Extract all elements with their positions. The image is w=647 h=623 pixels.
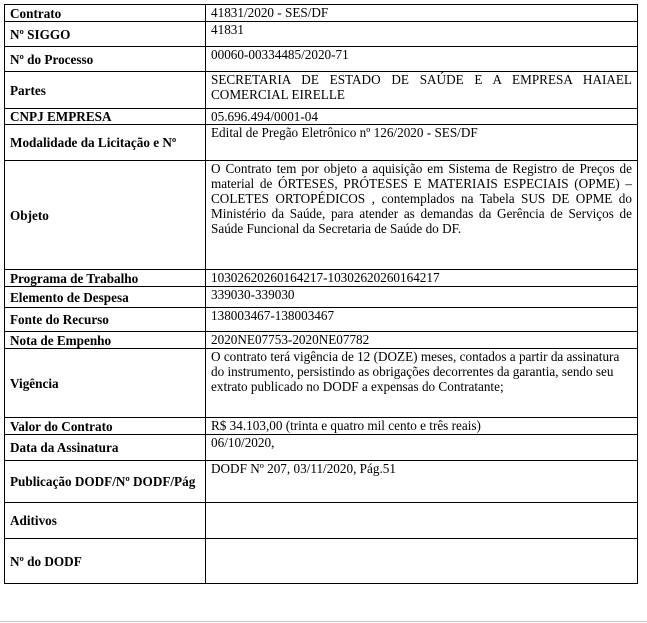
row-publicacao (5, 461, 638, 503)
value-aditivos (206, 503, 638, 539)
value-objeto: O Contrato tem por objeto a aquisição em Sistema de Registro de Preços de material de ÓRTESES, PRÓTESES E MATERIAIS ESPECIAIS (OPME) – COLETES ORTOPÉDICOS , contemplados na Tabela SUS DE OPME do Ministério da Saúde, para atender as demandas da Gerência de Serviços de Saúde Funcional da Secretaria de Saúde do DF. (206, 161, 638, 270)
label-aditivos: Aditivos (5, 503, 206, 539)
row-modalidade (5, 125, 638, 161)
label-publicacao: Publicação DODF/Nº DODF/Pág (5, 461, 206, 503)
value-processo: 00060-00334485/2020-71 (206, 47, 638, 72)
value-elemento: 339030-339030 (206, 287, 638, 308)
row-processo (5, 47, 638, 72)
contract-summary-table (4, 4, 638, 584)
value-programa: 10302620260164217-10302620260164217 (206, 270, 638, 287)
row-valor (5, 418, 638, 435)
label-objeto: Objeto (5, 161, 206, 270)
label-cnpj: CNPJ EMPRESA (5, 109, 206, 125)
value-contrato: 41831/2020 - SES/DF (206, 5, 638, 22)
page-bottom-divider (0, 621, 647, 622)
label-programa: Programa de Trabalho (5, 270, 206, 287)
value-cnpj: 05.696.494/0001-04 (206, 109, 638, 125)
row-data-assinatura (5, 435, 638, 461)
row-contrato (5, 5, 638, 22)
label-empenho: Nota de Empenho (5, 332, 206, 349)
row-elemento (5, 287, 638, 308)
label-elemento: Elemento de Despesa (5, 287, 206, 308)
value-publicacao: DODF Nº 207, 03/11/2020, Pág.51 (206, 461, 638, 503)
value-fonte: 138003467-138003467 (206, 308, 638, 332)
value-empenho: 2020NE07753-2020NE07782 (206, 332, 638, 349)
row-partes (5, 72, 638, 109)
label-processo: Nº do Processo (5, 47, 206, 72)
row-programa (5, 270, 638, 287)
label-dodf: Nº do DODF (5, 539, 206, 584)
label-contrato: Contrato (5, 5, 206, 22)
value-vigencia: O contrato terá vigência de 12 (DOZE) meses, contados a partir da assinatura do instrumento, persistindo as obrigações decorrentes da garantia, sendo seu extrato publicado no DODF a expensas do Contratante; (206, 349, 638, 418)
label-valor: Valor do Contrato (5, 418, 206, 435)
label-siggo: Nº SIGGO (5, 22, 206, 47)
row-objeto (5, 161, 638, 270)
row-fonte (5, 308, 638, 332)
value-dodf (206, 539, 638, 584)
row-cnpj (5, 109, 638, 125)
label-vigencia: Vigência (5, 349, 206, 418)
value-valor: R$ 34.103,00 (trinta e quatro mil cento e três reais) (206, 418, 638, 435)
label-partes: Partes (5, 72, 206, 109)
row-siggo (5, 22, 638, 47)
row-dodf (5, 539, 638, 584)
label-fonte: Fonte do Recurso (5, 308, 206, 332)
row-aditivos (5, 503, 638, 539)
value-siggo: 41831 (206, 22, 638, 47)
row-empenho (5, 332, 638, 349)
row-vigencia (5, 349, 638, 418)
label-modalidade: Modalidade da Licitação e Nº (5, 125, 206, 161)
value-partes: SECRETARIA DE ESTADO DE SAÚDE E A EMPRESA HAIAEL COMERCIAL EIRELLE (206, 72, 638, 109)
label-data-assinatura: Data da Assinatura (5, 435, 206, 461)
value-modalidade: Edital de Pregão Eletrônico nº 126/2020 - SES/DF (206, 125, 638, 161)
value-data-assinatura: 06/10/2020, (206, 435, 638, 461)
